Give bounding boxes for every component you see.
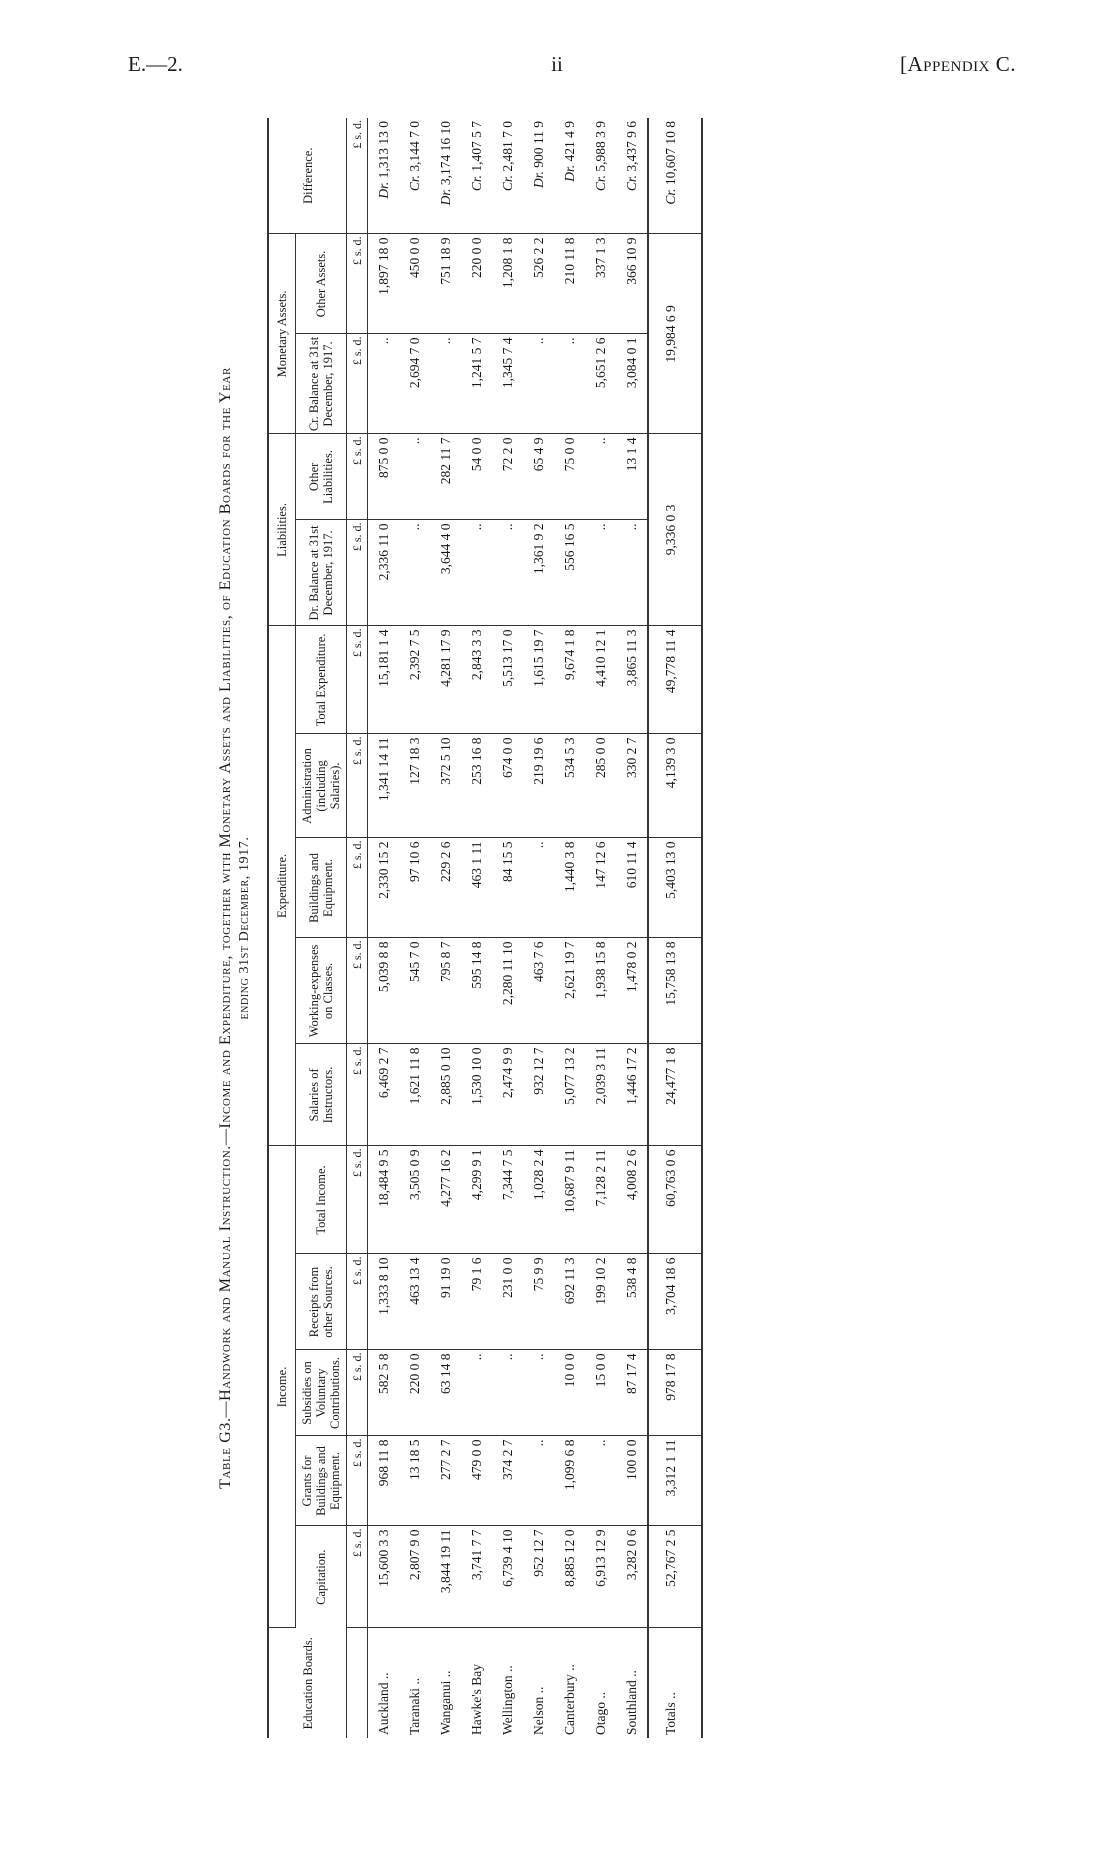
table-cell: 3,505 0 9 (399, 1146, 430, 1254)
totals-cell: 3,312 1 11 (648, 1436, 702, 1526)
totals-row (648, 118, 702, 1738)
table-cell: 1,241 5 7 (461, 334, 492, 434)
units-label: £ s. d. (347, 234, 368, 334)
table-cell: 2,392 7 5 (399, 626, 430, 734)
difference-cell (399, 118, 430, 234)
difference-cell (492, 118, 523, 234)
dr-cr-tag: Dr. (375, 181, 391, 199)
table-cell: .. (585, 1436, 616, 1526)
table-cell: .. (368, 334, 400, 434)
table-cell: 1,446 17 2 (616, 1044, 648, 1146)
table-row (523, 118, 554, 1738)
page-number: ii (551, 52, 563, 76)
board-name: Southland .. (623, 1670, 639, 1735)
table-cell: 147 12 6 (585, 838, 616, 938)
table-cell: 4,410 12 1 (585, 626, 616, 734)
table-cell: 220 0 0 (399, 1350, 430, 1436)
column-header: Buildings and Equipment. (296, 838, 347, 938)
table-row (461, 118, 492, 1738)
totals-cell: 52,767 2 5 (648, 1526, 702, 1628)
table-cell: 952 12 7 (523, 1526, 554, 1628)
board-name: Otago .. (592, 1691, 608, 1735)
table-cell: 15,600 3 3 (368, 1526, 400, 1628)
table-row (368, 118, 400, 1738)
board-name: Nelson .. (530, 1686, 546, 1735)
units-label: £ s. d. (347, 938, 368, 1044)
table-cell: 220 0 0 (461, 234, 492, 334)
table-cell: 932 12 7 (523, 1044, 554, 1146)
table-cell: 91 19 0 (430, 1254, 461, 1350)
table-cell: 795 8 7 (430, 938, 461, 1044)
board-name: Canterbury .. (561, 1664, 577, 1735)
column-header: Other Liabilities. (296, 434, 347, 520)
dr-cr-tag: Cr. (592, 174, 608, 192)
table-cell: 526 2 2 (523, 234, 554, 334)
column-header: Total Expenditure. (296, 626, 347, 734)
table-cell: 1,621 11 8 (399, 1044, 430, 1146)
units-spacer (347, 1628, 368, 1738)
table-cell: 210 11 8 (554, 234, 585, 334)
table-cell: 6,913 12 9 (585, 1526, 616, 1628)
table-cell: 3,741 7 7 (461, 1526, 492, 1628)
table-cell: 538 4 8 (616, 1254, 648, 1350)
table-cell: .. (523, 334, 554, 434)
table-cell: 253 16 8 (461, 734, 492, 838)
dr-cr-tag: Cr. (499, 174, 515, 192)
table-cell: 330 2 7 (616, 734, 648, 838)
table-cell: 18,484 9 5 (368, 1146, 400, 1254)
table-cell: 3,865 11 3 (616, 626, 648, 734)
table-cell: 54 0 0 (461, 434, 492, 520)
table-cell: .. (461, 520, 492, 626)
table-cell: 2,280 11 10 (492, 938, 523, 1044)
table-cell: 3,084 0 1 (616, 334, 648, 434)
table-cell: 199 10 2 (585, 1254, 616, 1350)
difference-cell (616, 118, 648, 234)
column-header: Administration (including Salaries). (296, 734, 347, 838)
column-header: Grants for Buildings and Equipment. (296, 1436, 347, 1526)
difference-value: 3,174 16 10 (437, 120, 453, 186)
table-cell: 285 0 0 (585, 734, 616, 838)
table-cell: 79 1 6 (461, 1254, 492, 1350)
totals-label: Totals .. (648, 1628, 702, 1738)
difference-value: 3,144 7 0 (406, 120, 422, 172)
table-cell: .. (585, 434, 616, 520)
table-cell: 5,039 8 8 (368, 938, 400, 1044)
table-cell: 6,739 4 10 (492, 1526, 523, 1628)
table-cell: .. (554, 334, 585, 434)
table-cell: 366 10 9 (616, 234, 648, 334)
table-cell: 1,897 18 0 (368, 234, 400, 334)
board-name: Wanganui .. (437, 1670, 453, 1735)
table-cell: .. (399, 520, 430, 626)
table-cell: 1,615 19 7 (523, 626, 554, 734)
units-label: £ s. d. (347, 1436, 368, 1526)
board-name: Taranaki .. (406, 1677, 422, 1735)
column-header: Capitation. (296, 1526, 347, 1628)
table-row (585, 118, 616, 1738)
units-label: £ s. d. (347, 118, 368, 234)
table-cell: 231 0 0 (492, 1254, 523, 1350)
table-cell: 87 17 4 (616, 1350, 648, 1436)
table-cell: 5,077 13 2 (554, 1044, 585, 1146)
table-cell: 1,345 7 4 (492, 334, 523, 434)
table-cell: 1,208 1 8 (492, 234, 523, 334)
board-column-header: Education Boards. (268, 1628, 347, 1738)
table-cell: 6,469 2 7 (368, 1044, 400, 1146)
table-cell: 282 11 7 (430, 434, 461, 520)
units-label: £ s. d. (347, 838, 368, 938)
difference-value: 421 4 9 (561, 120, 577, 162)
table-cell: 15,181 1 4 (368, 626, 400, 734)
table-cell: 463 7 6 (523, 938, 554, 1044)
table-cell: 463 13 4 (399, 1254, 430, 1350)
difference-value: 5,988 3 9 (592, 120, 608, 172)
units-label: £ s. d. (347, 1350, 368, 1436)
expenditure-group-header: Expenditure. (268, 626, 296, 1146)
table-cell: .. (492, 520, 523, 626)
appendix-label: [Appendix C. (899, 52, 1016, 76)
difference-value: 10,607 10 8 (663, 120, 678, 186)
table-cell: 5,513 17 0 (492, 626, 523, 734)
table-cell: 337 1 3 (585, 234, 616, 334)
table-cell: 229 2 6 (430, 838, 461, 938)
board-name: Wellington .. (499, 1665, 515, 1735)
table-row (399, 118, 430, 1738)
table-cell: 751 18 9 (430, 234, 461, 334)
table-cell: 1,361 9 2 (523, 520, 554, 626)
table-cell: 65 4 9 (523, 434, 554, 520)
units-label: £ s. d. (347, 434, 368, 520)
table-cell: 5,651 2 6 (585, 334, 616, 434)
units-label: £ s. d. (347, 334, 368, 434)
table-cell: 2,336 11 0 (368, 520, 400, 626)
totals-cell: 4,139 3 0 (648, 734, 702, 838)
table-cell: 9,674 1 8 (554, 626, 585, 734)
table-cell: 2,694 7 0 (399, 334, 430, 434)
table-row (492, 118, 523, 1738)
table-cell: 3,644 4 0 (430, 520, 461, 626)
table-cell: .. (523, 1350, 554, 1436)
table-cell: .. (399, 434, 430, 520)
totals-cell: 15,758 13 8 (648, 938, 702, 1044)
dr-cr-tag: Dr. (437, 188, 453, 206)
totals-liabilities: 9,336 0 3 (648, 434, 702, 626)
rotated-table-page (215, 118, 915, 1738)
totals-difference (648, 118, 702, 234)
table-cell: 13 18 5 (399, 1436, 430, 1526)
table-cell: 1,938 15 8 (585, 938, 616, 1044)
table-cell: 13 1 4 (616, 434, 648, 520)
units-label: £ s. d. (347, 626, 368, 734)
table-cell: 595 14 8 (461, 938, 492, 1044)
table-row (430, 118, 461, 1738)
table-cell: 219 19 6 (523, 734, 554, 838)
totals-cell: 978 17 8 (648, 1350, 702, 1436)
table-cell: 1,333 8 10 (368, 1254, 400, 1350)
column-header: Cr. Balance at 31st December, 1917. (296, 334, 347, 434)
table-cell: 1,440 3 8 (554, 838, 585, 938)
table-cell: 1,341 14 11 (368, 734, 400, 838)
table-cell: 692 11 3 (554, 1254, 585, 1350)
totals-assets: 19,984 6 9 (648, 234, 702, 434)
table-cell: 15 0 0 (585, 1350, 616, 1436)
column-header: Dr. Balance at 31st December, 1917. (296, 520, 347, 626)
table-cell: 556 16 5 (554, 520, 585, 626)
difference-value: 1,407 5 7 (468, 120, 484, 172)
table-cell: 450 0 0 (399, 234, 430, 334)
difference-cell (585, 118, 616, 234)
table-cell: 4,281 17 9 (430, 626, 461, 734)
income-group-header: Income. (268, 1146, 296, 1628)
table-cell: 75 9 9 (523, 1254, 554, 1350)
table-row (616, 118, 648, 1738)
dr-cr-tag: Dr. (561, 164, 577, 182)
table-cell: 545 7 0 (399, 938, 430, 1044)
units-label: £ s. d. (347, 1146, 368, 1254)
table-cell: 2,330 15 2 (368, 838, 400, 938)
table-cell: 10,687 9 11 (554, 1146, 585, 1254)
dr-cr-tag: Cr. (663, 188, 678, 205)
units-label: £ s. d. (347, 520, 368, 626)
difference-value: 2,481 7 0 (499, 120, 515, 172)
page-code: E.—2. (128, 52, 183, 76)
table-subtitle: ending 31st December, 1917. (237, 836, 252, 1020)
totals-cell: 3,704 18 6 (648, 1254, 702, 1350)
table-cell: 4,008 2 6 (616, 1146, 648, 1254)
table-cell: 372 5 10 (430, 734, 461, 838)
finance-table (267, 118, 703, 1738)
table-cell: 277 2 7 (430, 1436, 461, 1526)
difference-value: 1,313 13 0 (375, 120, 391, 179)
difference-value: 3,437 9 6 (623, 120, 639, 172)
table-cell: 127 18 3 (399, 734, 430, 838)
table-row (554, 118, 585, 1738)
table-cell: .. (492, 1350, 523, 1436)
table-cell: 374 2 7 (492, 1436, 523, 1526)
column-header: Salaries of Instructors. (296, 1044, 347, 1146)
totals-cell: 49,778 11 4 (648, 626, 702, 734)
table-cell: 968 11 8 (368, 1436, 400, 1526)
column-header: Total Income. (296, 1146, 347, 1254)
table-cell: 72 2 0 (492, 434, 523, 520)
column-header: Working-expenses on Classes. (296, 938, 347, 1044)
difference-cell (523, 118, 554, 234)
dr-cr-tag: Cr. (468, 174, 484, 192)
column-header: Receipts from other Sources. (296, 1254, 347, 1350)
units-label: £ s. d. (347, 1526, 368, 1628)
table-cell: 2,474 9 9 (492, 1044, 523, 1146)
table-cell: .. (523, 838, 554, 938)
assets-group-header: Monetary Assets. (268, 234, 296, 434)
table-cell: 479 0 0 (461, 1436, 492, 1526)
column-header: Other Assets. (296, 234, 347, 334)
table-cell: 7,344 7 5 (492, 1146, 523, 1254)
table-cell: .. (430, 334, 461, 434)
table-title: Table G3.—Handwork and Manual Instruction.—Income and Expenditure, together with Monetary Assets and Liabilities, of Education Boards for the Year (217, 367, 234, 1489)
table-cell: 75 0 0 (554, 434, 585, 520)
difference-cell (554, 118, 585, 234)
dr-cr-tag: Dr. (530, 171, 546, 188)
table-cell: 2,621 19 7 (554, 938, 585, 1044)
table-cell: .. (523, 1436, 554, 1526)
liabilities-group-header: Liabilities. (268, 434, 296, 626)
table-cell: 875 0 0 (368, 434, 400, 520)
table-cell: 3,282 0 6 (616, 1526, 648, 1628)
table-cell: 8,885 12 0 (554, 1526, 585, 1628)
table-cell: 1,099 6 8 (554, 1436, 585, 1526)
table-cell: 3,844 19 11 (430, 1526, 461, 1628)
table-cell: 10 0 0 (554, 1350, 585, 1436)
table-cell: 2,885 0 10 (430, 1044, 461, 1146)
table-cell: 100 0 0 (616, 1436, 648, 1526)
table-cell: 2,807 9 0 (399, 1526, 430, 1628)
table-cell: .. (461, 1350, 492, 1436)
table-cell: 463 1 11 (461, 838, 492, 938)
table-cell: 4,299 9 1 (461, 1146, 492, 1254)
table-cell: .. (585, 520, 616, 626)
difference-cell (368, 118, 400, 234)
board-name: Auckland .. (375, 1672, 391, 1735)
table-cell: 1,028 2 4 (523, 1146, 554, 1254)
table-cell: 582 5 8 (368, 1350, 400, 1436)
table-cell: 97 10 6 (399, 838, 430, 938)
table-cell: 7,128 2 11 (585, 1146, 616, 1254)
table-cell: 534 5 3 (554, 734, 585, 838)
board-name: Hawke's Bay (468, 1663, 484, 1735)
table-cell: 4,277 16 2 (430, 1146, 461, 1254)
column-header: Subsidies on Voluntary Contributions. (296, 1350, 347, 1436)
table-cell: 1,478 0 2 (616, 938, 648, 1044)
dr-cr-tag: Cr. (406, 174, 422, 192)
table-cell: 1,530 10 0 (461, 1044, 492, 1146)
units-label: £ s. d. (347, 1254, 368, 1350)
table-cell: 674 0 0 (492, 734, 523, 838)
table-cell: 2,039 3 11 (585, 1044, 616, 1146)
difference-cell (461, 118, 492, 234)
table-cell: 63 14 8 (430, 1350, 461, 1436)
totals-cell: 5,403 13 0 (648, 838, 702, 938)
difference-value: 900 11 9 (530, 120, 546, 168)
difference-cell (430, 118, 461, 234)
difference-column-header: Difference. (268, 118, 347, 234)
dr-cr-tag: Cr. (623, 174, 639, 192)
totals-cell: 60,763 0 6 (648, 1146, 702, 1254)
totals-cell: 24,477 1 8 (648, 1044, 702, 1146)
table-cell: 2,843 3 3 (461, 626, 492, 734)
units-label: £ s. d. (347, 734, 368, 838)
table-cell: 610 11 4 (616, 838, 648, 938)
table-cell: 84 15 5 (492, 838, 523, 938)
units-label: £ s. d. (347, 1044, 368, 1146)
table-cell: .. (616, 520, 648, 626)
